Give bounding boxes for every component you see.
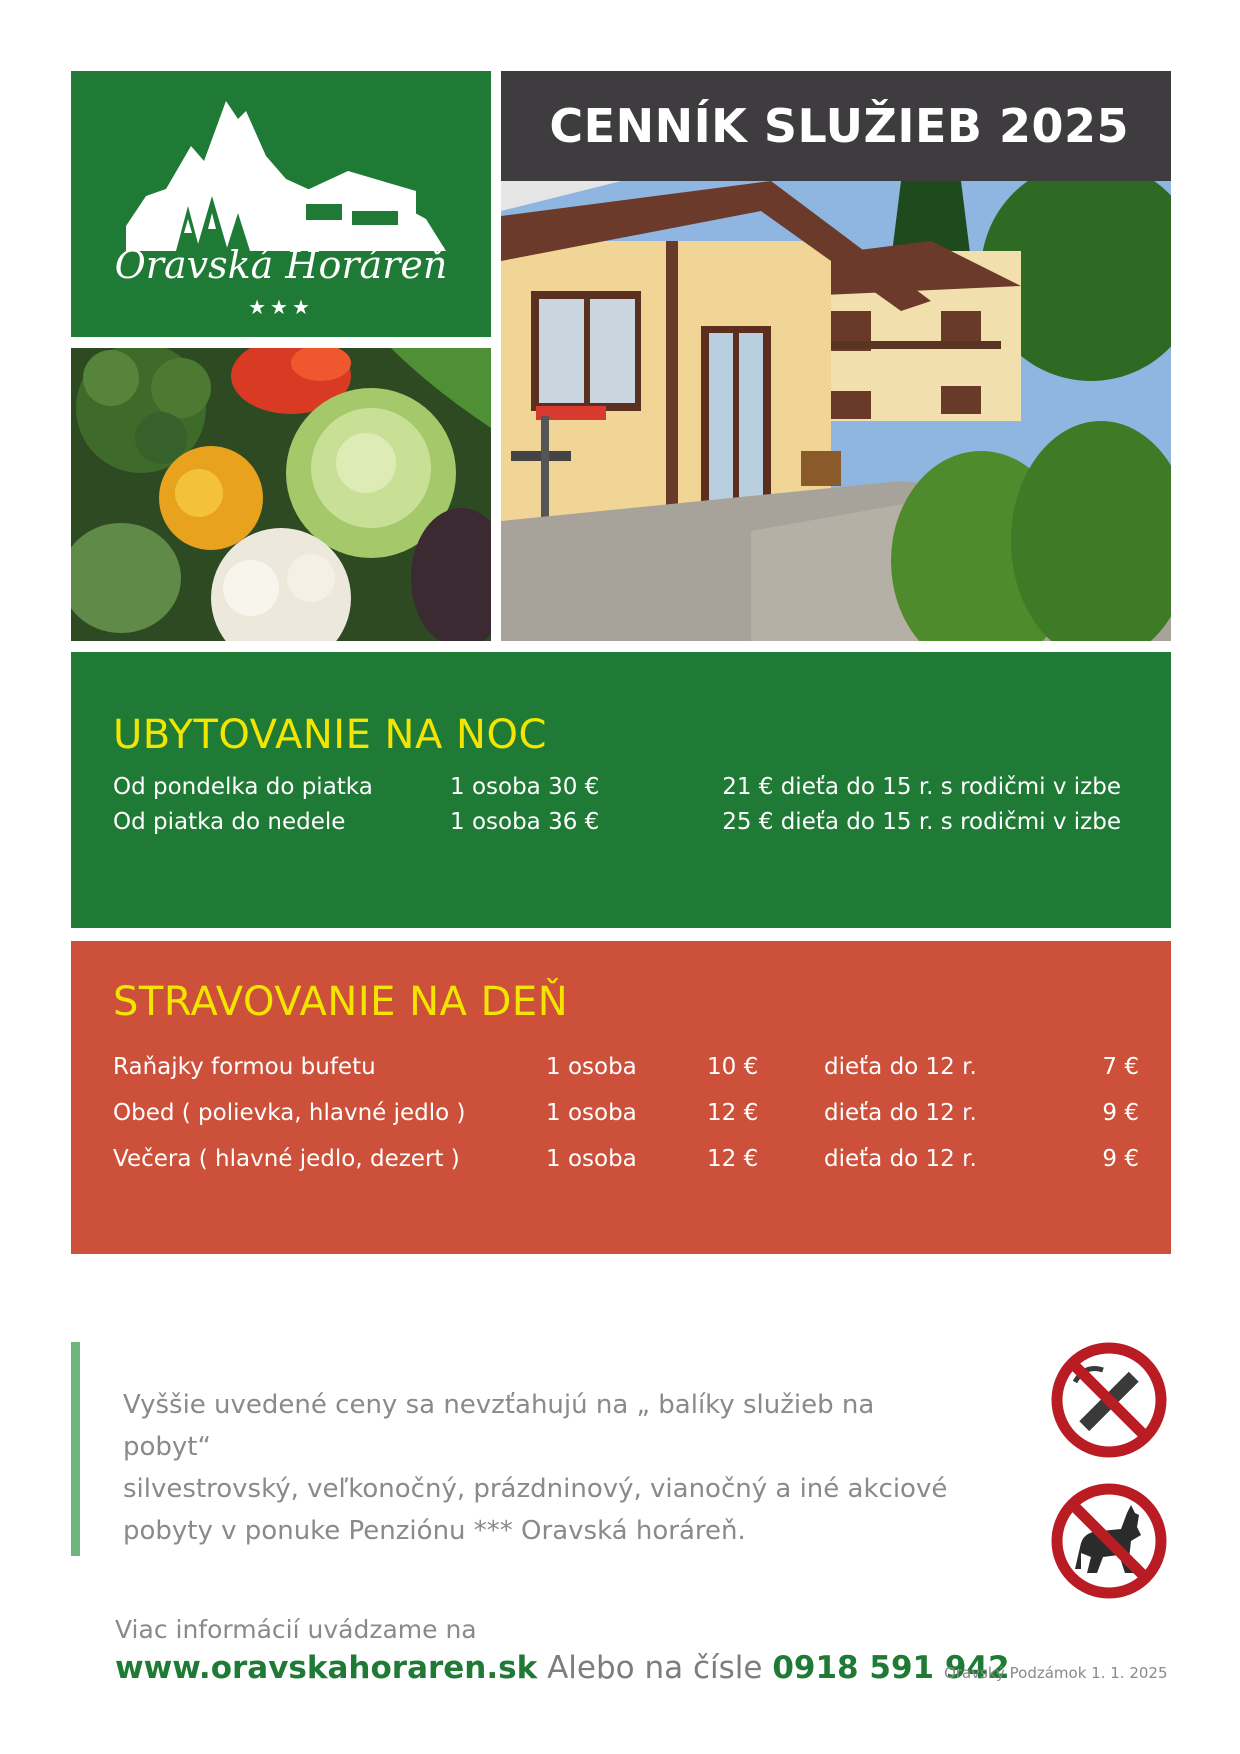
meal-child-price: 9 € (1102, 1146, 1139, 1172)
meal-unit: 1 osoba (546, 1146, 637, 1172)
page-title: CENNÍK SLUŽIEB 2025 (549, 99, 1129, 153)
accommodation-child-price: 25 € dieťa do 15 r. s rodičmi v izbe (722, 809, 1121, 835)
accommodation-adult-price: 1 osoba 36 € (450, 809, 600, 835)
meal-unit: 1 osoba (546, 1054, 637, 1080)
vegetables-photo (71, 348, 491, 641)
meal-unit: 1 osoba (546, 1100, 637, 1126)
guesthouse-photo (501, 181, 1171, 641)
note-line: silvestrovský, veľkonočný, prázdninový, vianočný a iné akciové (123, 1474, 948, 1504)
note-accent-bar (71, 1342, 80, 1556)
meal-name: Večera ( hlavné jedlo, dezert ) (113, 1146, 460, 1172)
accommodation-child-price: 21 € dieťa do 15 r. s rodičmi v izbe (722, 774, 1121, 800)
meal-price: 12 € (707, 1146, 759, 1172)
mountain-house-logo-icon (126, 101, 446, 251)
meal-name: Obed ( polievka, hlavné jedlo ) (113, 1100, 466, 1126)
accommodation-period: Od pondelka do piatka (113, 774, 373, 800)
price-note (123, 1384, 963, 1552)
note-line: Vyššie uvedené ceny sa nevzťahujú na „ balíky služieb na pobyt“ (123, 1390, 875, 1462)
meal-child-label: dieťa do 12 r. (824, 1146, 977, 1172)
contact-line (115, 1650, 1010, 1686)
brand-stars: ★★★ (248, 297, 314, 319)
meal-child-label: dieťa do 12 r. (824, 1100, 977, 1126)
brand-logo-panel (71, 71, 491, 337)
no-smoking-icon (1051, 1342, 1167, 1458)
website-link[interactable]: www.oravskahoraren.sk (115, 1650, 538, 1686)
meals-title: STRAVOVANIE NA DEŇ (113, 979, 569, 1025)
meal-price: 10 € (707, 1054, 759, 1080)
accommodation-adult-price: 1 osoba 30 € (450, 774, 600, 800)
meal-child-price: 9 € (1102, 1100, 1139, 1126)
place-date: Oravský Podzámok 1. 1. 2025 (944, 1664, 1168, 1682)
accommodation-period: Od piatka do nedele (113, 809, 346, 835)
meal-child-price: 7 € (1102, 1054, 1139, 1080)
no-dogs-icon (1051, 1483, 1167, 1599)
phone-number[interactable]: 0918 591 942 (772, 1650, 1010, 1686)
note-line: pobyty v ponuke Penziónu *** Oravská horáreň. (123, 1516, 746, 1546)
title-band (501, 71, 1171, 181)
meals-section (71, 941, 1171, 1254)
accommodation-title: UBYTOVANIE NA NOC (113, 712, 547, 758)
meal-price: 12 € (707, 1100, 759, 1126)
meal-child-label: dieťa do 12 r. (824, 1054, 977, 1080)
brand-name: Oravská Horáreň (114, 243, 448, 287)
meal-name: Raňajky formou bufetu (113, 1054, 376, 1080)
or-text: Alebo na čísle (547, 1650, 763, 1686)
more-info-text: Viac informácií uvádzame na (115, 1615, 477, 1644)
accommodation-section (71, 652, 1171, 928)
